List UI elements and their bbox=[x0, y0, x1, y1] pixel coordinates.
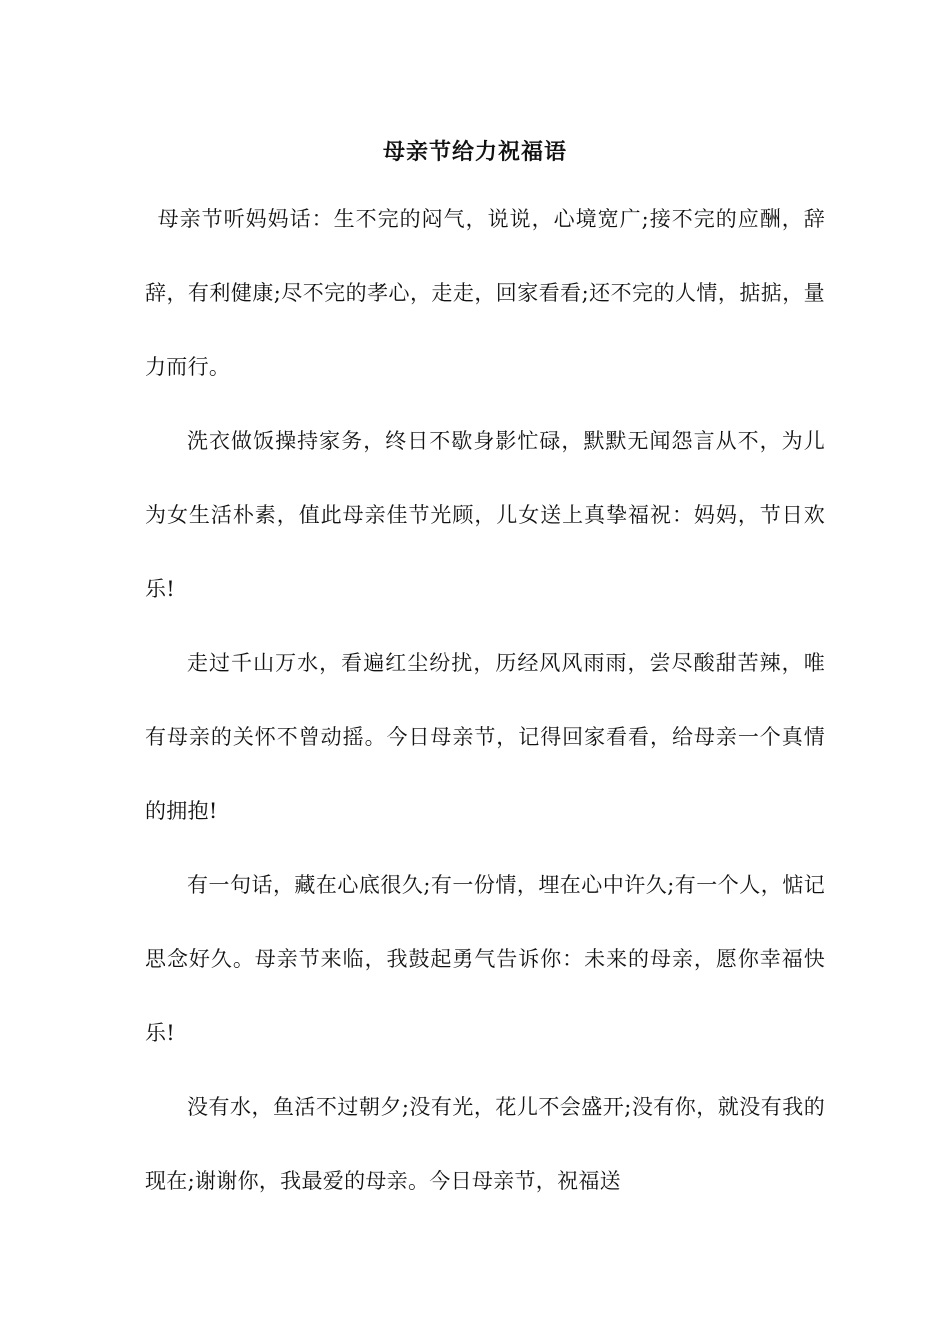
paragraph: 没有水，鱼活不过朝夕;没有光，花儿不会盛开;没有你，就没有我的现在;谢谢你，我最爱的母亲。今日母亲节，祝福送 bbox=[145, 1095, 825, 1193]
paragraph: 母亲节听妈妈话：生不完的闷气，说说，心境宽广;接不完的应酬，辞辞，有利健康;尽不完的孝心，走走，回家看看;还不完的人情，掂掂，量力而行。 bbox=[145, 207, 825, 379]
document-body bbox=[145, 182, 825, 1218]
document-title: 母亲节给力祝福语 bbox=[382, 139, 567, 165]
paragraph: 有一句话，藏在心底很久;有一份情，埋在心中许久;有一个人，惦记思念好久。母亲节来临，我鼓起勇气告诉你：未来的母亲，愿你幸福快乐! bbox=[145, 873, 825, 1045]
paragraph: 洗衣做饭操持家务，终日不歇身影忙碌，默默无闻怨言从不，为儿为女生活朴素，值此母亲佳节光顾，儿女送上真挚福祝：妈妈，节日欢乐! bbox=[145, 429, 825, 601]
paragraph: 走过千山万水，看遍红尘纷扰，历经风风雨雨，尝尽酸甜苦辣，唯有母亲的关怀不曾动摇。今日母亲节，记得回家看看，给母亲一个真情的拥抱! bbox=[145, 651, 825, 823]
